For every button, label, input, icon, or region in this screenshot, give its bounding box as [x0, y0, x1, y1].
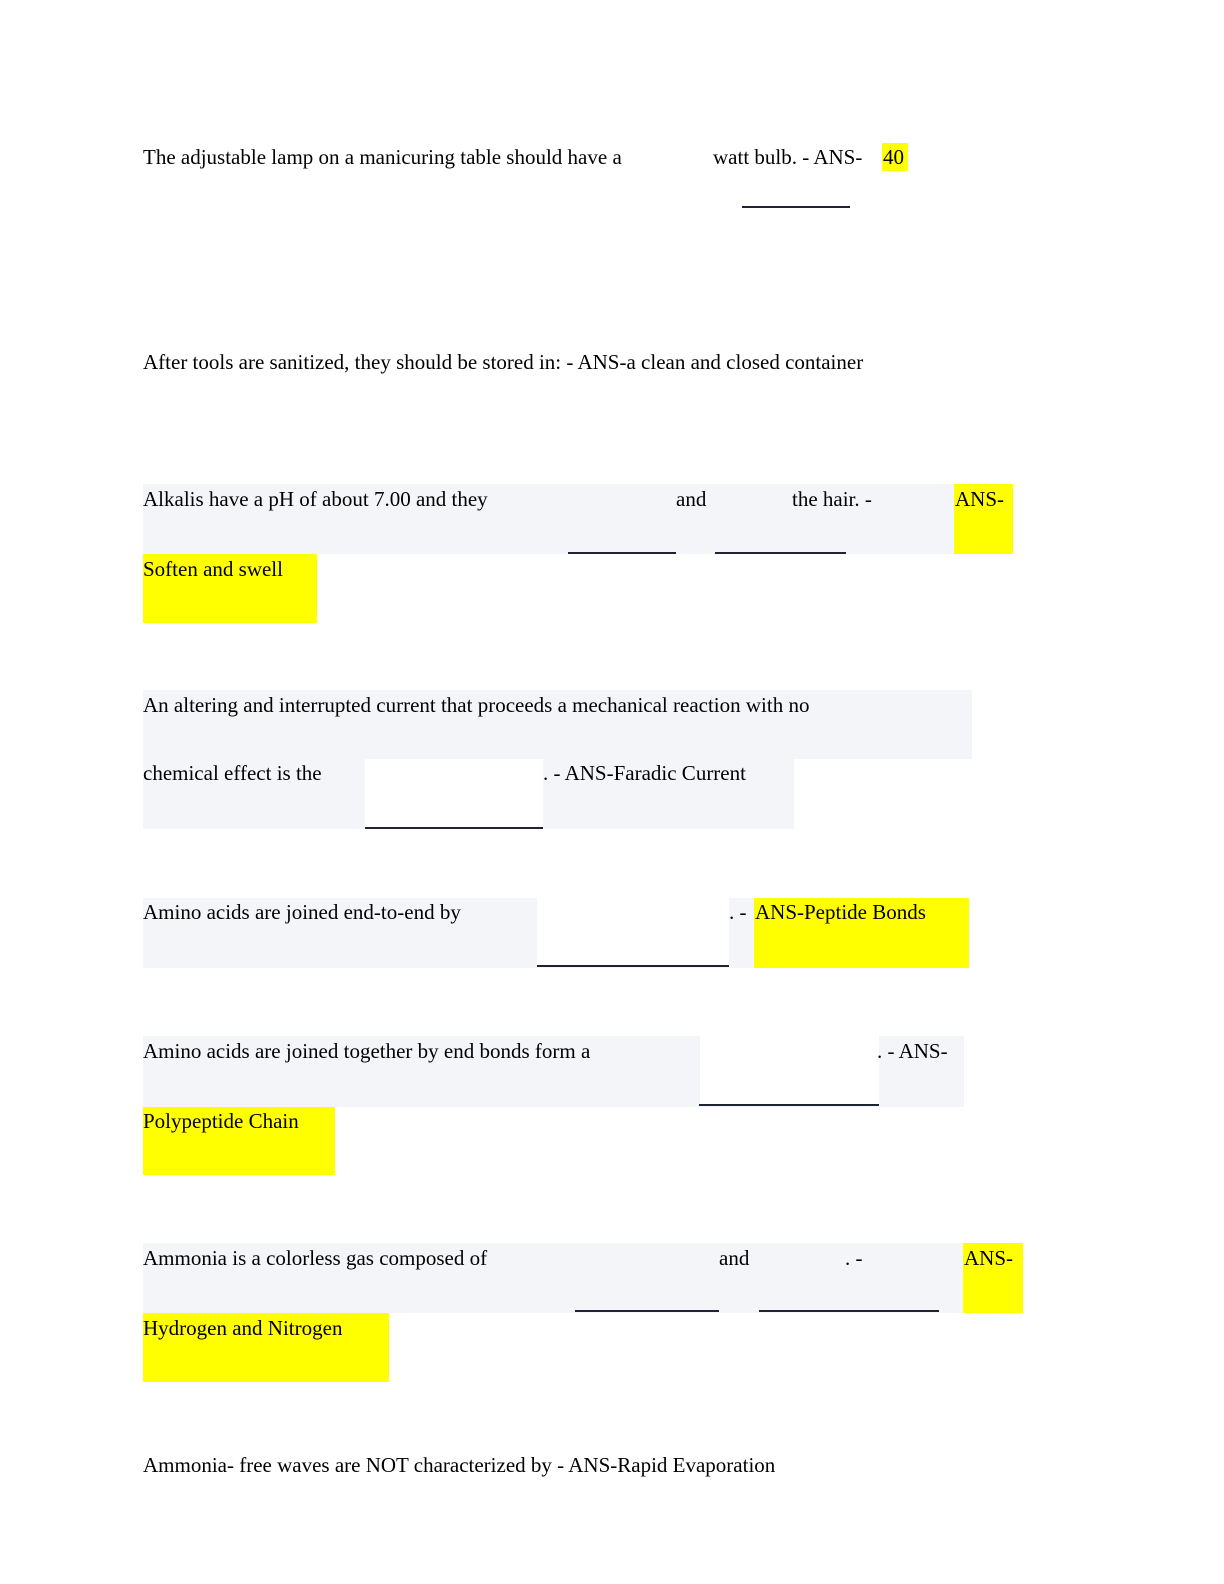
question-text-line1: An altering and interrupted current that proceeds a mechanical reaction with no — [143, 693, 810, 717]
question-text-and: and — [719, 1246, 750, 1270]
answer-text: 40 — [883, 145, 904, 169]
question-text-cont: . - — [729, 900, 747, 924]
question-text: The adjustable lamp on a manicuring table should have a — [143, 145, 622, 169]
answer-label: ANS- — [955, 487, 1005, 511]
blank-line — [715, 552, 846, 554]
answer-text: Soften and swell — [143, 557, 283, 581]
question-text: Ammonia- free waves are NOT characterized by - ANS-Rapid Evaporation — [143, 1453, 776, 1477]
blank-field — [700, 1036, 879, 1105]
question-text: Amino acids are joined together by end bonds form a — [143, 1039, 591, 1063]
question-text-cont: the hair. - — [792, 487, 872, 511]
blank-field — [365, 759, 543, 828]
blank-line — [759, 1310, 939, 1312]
question-text-answer: . - ANS-Faradic Current — [543, 761, 746, 785]
blank-line — [742, 206, 850, 208]
answer-text: ANS-Peptide Bonds — [755, 900, 926, 924]
answer-label: ANS- — [964, 1246, 1014, 1270]
question-text: Amino acids are joined end-to-end by — [143, 900, 461, 924]
blank-line — [537, 965, 729, 967]
answer-text: Hydrogen and Nitrogen — [143, 1316, 343, 1340]
blank-line — [699, 1104, 879, 1106]
blank-line — [575, 1310, 719, 1312]
question-text-and: and — [676, 487, 707, 511]
question-text: Ammonia is a colorless gas composed of — [143, 1246, 488, 1270]
question-text-cont: . - — [845, 1246, 863, 1270]
question-text: After tools are sanitized, they should be stored in: - ANS-a clean and closed container — [143, 350, 864, 374]
question-text: Alkalis have a pH of about 7.00 and they — [143, 487, 488, 511]
question-text-cont: watt bulb. - ANS- — [713, 145, 863, 169]
blank-line — [365, 827, 543, 829]
blank-field — [537, 898, 729, 967]
answer-text: Polypeptide Chain — [143, 1109, 299, 1133]
question-text-cont: . - ANS- — [877, 1039, 948, 1063]
blank-line — [568, 552, 676, 554]
question-text-line2: chemical effect is the — [143, 761, 322, 785]
